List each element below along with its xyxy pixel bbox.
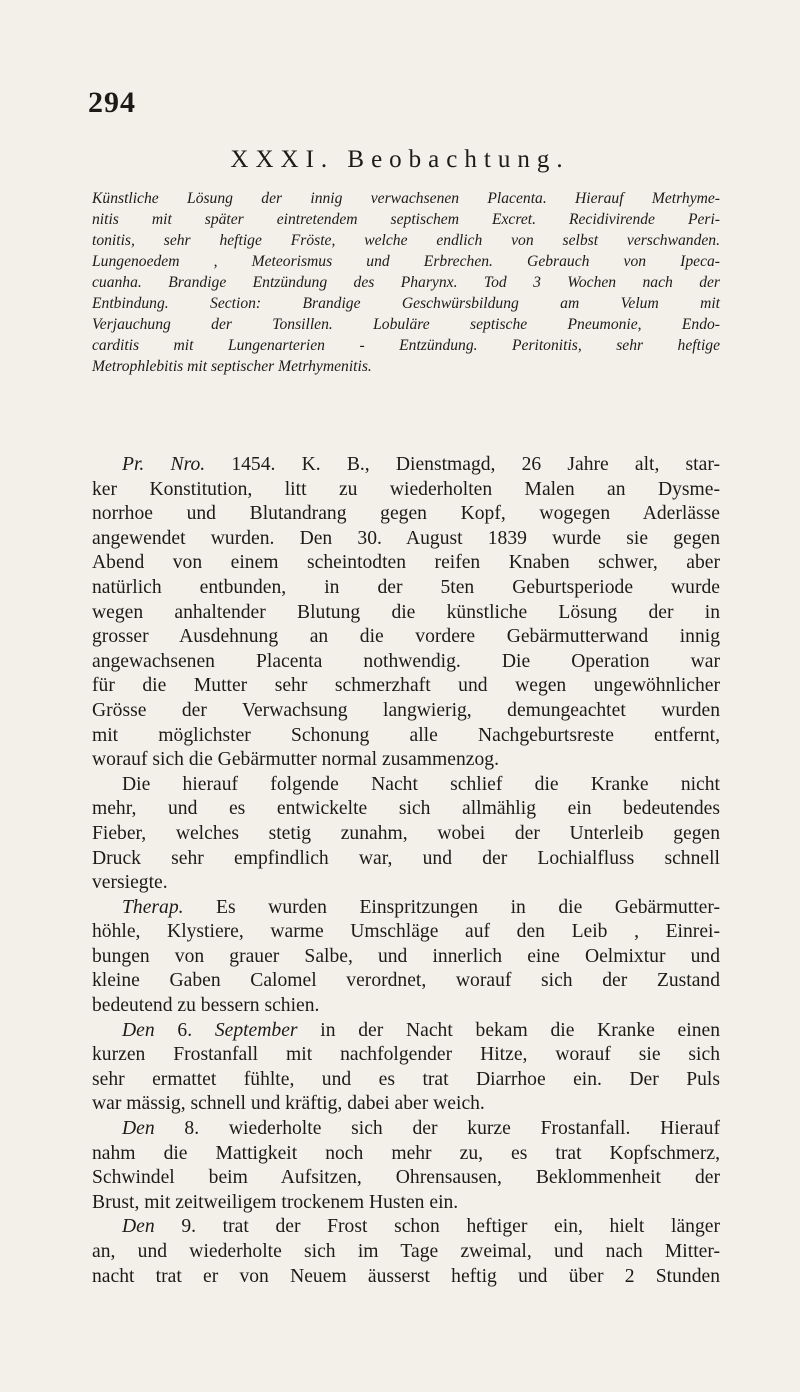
text-run: nacht trat er von Neuem äusserst heftig und über 2 Stunden — [92, 1265, 720, 1287]
text-run: wegen anhaltender Blutung die künstliche Lösung der in — [92, 601, 720, 623]
body-line — [92, 1043, 720, 1068]
body-line — [92, 1166, 720, 1191]
body-line — [92, 674, 720, 699]
page-number: 294 — [88, 86, 136, 119]
case-summary — [92, 188, 720, 377]
body-line — [92, 1215, 720, 1240]
summary-line: Verjauchung der Tonsillen. Lobuläre septische Pneumonie, Endo- — [92, 316, 720, 333]
text-run: worauf sich die Gebärmutter normal zusammenzog. — [92, 749, 499, 771]
text-run: 9. trat der Frost schon heftiger ein, hielt länger — [154, 1216, 720, 1238]
observation-heading: XXXI. Beobachtung. — [230, 146, 570, 173]
body-line — [92, 1142, 720, 1167]
summary-line: carditis mit Lungenarterien - Entzündung. Peritonitis, sehr heftige — [92, 337, 720, 354]
summary-line: cuanha. Brandige Entzündung des Pharynx. Tod 3 Wochen nach der — [92, 274, 720, 291]
text-run: Druck sehr empfindlich war, und der Lochialfluss schnell — [92, 847, 720, 869]
body-line — [92, 1191, 720, 1216]
body-line — [92, 453, 720, 478]
body-line — [92, 871, 720, 896]
body-line — [92, 576, 720, 601]
body-line — [92, 1240, 720, 1265]
body-line — [92, 699, 720, 724]
italic-run: Den — [122, 1019, 155, 1041]
body-line — [92, 650, 720, 675]
summary-line: tonitis, sehr heftige Fröste, welche endlich von selbst verschwanden. — [92, 232, 720, 249]
text-run: kleine Gaben Calomel verordnet, worauf sich der Zustand — [92, 970, 720, 992]
text-run: Die hierauf folgende Nacht schlief die Kranke nicht — [122, 773, 720, 795]
body-line — [92, 822, 720, 847]
body-line — [92, 847, 720, 872]
text-run: bedeutend zu bessern schien. — [92, 995, 320, 1017]
body-line — [92, 625, 720, 650]
text-run: versiegte. — [92, 872, 168, 894]
body-line — [92, 994, 720, 1019]
text-run: norrhoe und Blutandrang gegen Kopf, wogegen Aderlässe — [92, 503, 720, 525]
text-run: mehr, und es entwickelte sich allmählig ein bedeutendes — [92, 798, 720, 820]
text-run: Schwindel beim Aufsitzen, Ohrensausen, Beklommenheit der — [92, 1167, 720, 1189]
text-run: 1454. K. B., Dienstmagd, 26 Jahre alt, star- — [205, 454, 720, 475]
italic-run: September — [214, 1019, 298, 1041]
text-run: Brust, mit zeitweiligem trockenem Husten ein. — [92, 1191, 459, 1213]
body-line — [92, 724, 720, 749]
body-line — [92, 1019, 720, 1044]
text-run: sehr ermattet fühlte, und es trat Diarrhoe ein. Der Puls — [92, 1068, 720, 1090]
italic-run: Therap. — [122, 896, 184, 918]
text-run: in der Nacht bekam die Kranke einen — [297, 1019, 720, 1041]
body-line — [92, 551, 720, 576]
body-line — [92, 1092, 720, 1117]
body-line — [92, 969, 720, 994]
body-line — [92, 527, 720, 552]
text-run: für die Mutter sehr schmerzhaft und wegen ungewöhnlicher — [92, 675, 720, 697]
body-line — [92, 601, 720, 626]
summary-line: Künstliche Lösung der innig verwachsenen Placenta. Hierauf Metrhyme- — [92, 190, 720, 207]
italic-run: Pr. Nro. — [122, 454, 206, 475]
summary-line: Entbindung. Section: Brandige Geschwürsbildung am Velum mit — [92, 295, 720, 312]
summary-line: nitis mit später eintretendem septischem Excret. Recidivirende Peri- — [92, 211, 720, 228]
body-line — [92, 502, 720, 527]
italic-run: Den — [122, 1118, 155, 1140]
text-run: Grösse der Verwachsung langwierig, demungeachtet wurden — [92, 699, 720, 721]
text-run: war mässig, schnell und kräftig, dabei aber weich. — [92, 1093, 485, 1115]
text-run: Abend von einem scheintodten reifen Knaben schwer, aber — [92, 552, 720, 574]
body-line — [92, 797, 720, 822]
body-line — [92, 896, 720, 921]
text-run: Es wurden Einspritzungen in die Gebärmutter- — [183, 896, 720, 918]
body-line — [92, 478, 720, 503]
summary-line: Metrophlebitis mit septischer Metrhymenitis. — [92, 358, 372, 375]
text-run: höhle, Klystiere, warme Umschläge auf den Leib , Einrei- — [92, 921, 720, 943]
body-line — [92, 1265, 720, 1290]
text-run: nahm die Mattigkeit noch mehr zu, es trat Kopfschmerz, — [92, 1142, 720, 1164]
text-run: Fieber, welches stetig zunahm, wobei der Unterleib gegen — [92, 822, 720, 844]
text-run: grosser Ausdehnung an die vordere Gebärmutterwand innig — [92, 626, 720, 648]
body-line — [92, 773, 720, 798]
text-run: kurzen Frostanfall mit nachfolgender Hitze, worauf sie sich — [92, 1044, 720, 1066]
text-run: mit möglichster Schonung alle Nachgeburtsreste entfernt, — [92, 724, 720, 746]
text-run: 8. wiederholte sich der kurze Frostanfall. Hierauf — [154, 1118, 720, 1140]
text-run: ker Konstitution, litt zu wiederholten Malen an Dysme- — [92, 478, 720, 500]
body-line — [92, 945, 720, 970]
text-run: an, und wiederholte sich im Tage zweimal, und nach Mitter- — [92, 1241, 720, 1262]
body-line — [92, 748, 720, 773]
body-line — [92, 1117, 720, 1142]
italic-run: Den — [122, 1216, 155, 1238]
text-run: bungen von grauer Salbe, und innerlich eine Oelmixtur und — [92, 945, 720, 967]
text-run: angewendet wurden. Den 30. August 1839 wurde sie gegen — [92, 527, 720, 549]
summary-line: Lungenoedem , Meteorismus und Erbrechen. Gebrauch von Ipeca- — [92, 253, 720, 270]
body-line — [92, 920, 720, 945]
text-run: natürlich entbunden, in der 5ten Geburtsperiode wurde — [92, 576, 720, 598]
text-run: 6. — [154, 1019, 215, 1041]
body-line — [92, 1068, 720, 1093]
text-run: angewachsenen Placenta nothwendig. Die Operation war — [92, 650, 720, 672]
case-body-text — [92, 453, 720, 1289]
